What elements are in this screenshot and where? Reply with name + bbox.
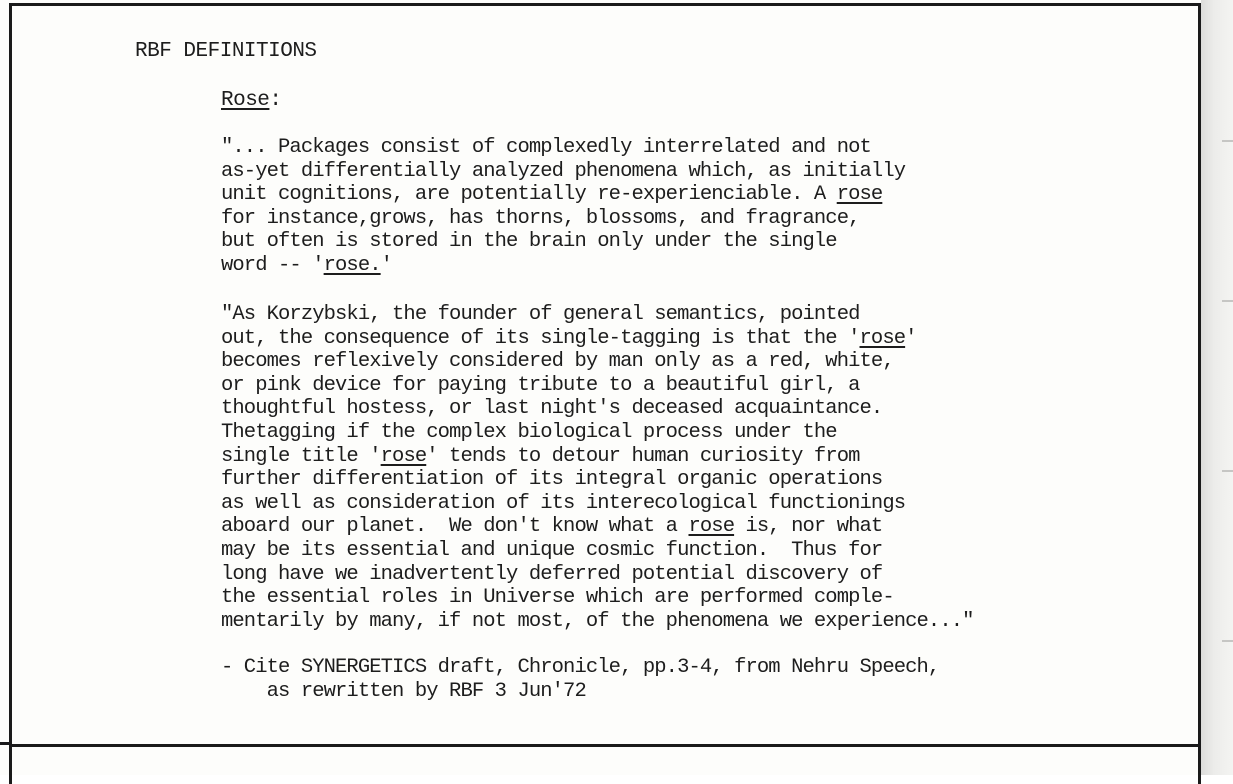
term-title [221, 88, 282, 114]
text-segment: or pink device for paying tribute to a beautiful girl, a [221, 373, 860, 397]
text-segment: "... Packages consist of complexedly interrelated and not [221, 136, 871, 159]
text-segment: the essential roles in Universe which are performed comple- [221, 586, 894, 610]
text-line [221, 397, 974, 421]
text-line [221, 254, 905, 278]
text-segment: long have we inadvertently deferred potential discovery of [221, 562, 883, 586]
underlined-word: rose [859, 326, 906, 350]
text-segment: mentarily by many, if not most, of the phenomena we experience..." [221, 609, 974, 633]
text-line [221, 207, 905, 231]
text-segment: thoughtful hostess, or last night's deceased acquaintance. [221, 397, 883, 421]
text-segment: for instance,grows, has thorns, blossoms, and fragrance, [221, 206, 860, 230]
text-line [221, 421, 974, 445]
strip-mark [1222, 140, 1233, 142]
text-line [221, 183, 905, 207]
underlined-word: rose. [323, 253, 381, 277]
text-segment: may be its essential and unique cosmic function. Thus for [221, 538, 883, 562]
text-segment: becomes reflexively considered by man only as a red, white, [221, 350, 894, 374]
frame-divider [0, 742, 9, 745]
underlined-word: rose [836, 183, 883, 207]
strip-mark [1222, 640, 1233, 642]
document-heading: RBF DEFINITIONS [135, 40, 317, 63]
text-line [221, 468, 974, 492]
citation-line: as rewritten by RBF 3 Jun'72 [221, 679, 586, 703]
strip-mark [1222, 300, 1233, 302]
text-segment: as-yet differentially analyzed phenomena which, as initially [221, 159, 906, 183]
text-segment: word -- ' [221, 253, 324, 277]
text-segment: Thetagging if the complex biological process under the [221, 420, 837, 444]
text-line [221, 539, 974, 563]
text-segment: unit cognitions, are potentially re-experienciable. A [221, 183, 837, 207]
quote-paragraph-2 [221, 303, 974, 633]
citation [221, 656, 939, 703]
next-card-edge [9, 744, 1201, 784]
text-line [221, 230, 905, 254]
citation-line: - Cite SYNERGETICS draft, Chronicle, pp.3-4, from Nehru Speech, [221, 656, 940, 679]
text-line [221, 515, 974, 539]
underlined-word: rose [380, 444, 427, 468]
text-line [221, 327, 974, 351]
text-segment: aboard our planet. We don't know what a [221, 515, 689, 539]
text-segment: but often is stored in the brain only under the single [221, 230, 837, 254]
text-segment: further differentiation of its integral organic operations [221, 468, 883, 492]
text-line [221, 610, 974, 634]
text-line [221, 374, 974, 398]
term-colon: : [269, 89, 282, 112]
text-segment: ' [905, 326, 917, 350]
text-line [221, 563, 974, 587]
text-line [221, 303, 974, 327]
text-line [221, 586, 974, 610]
strip-mark [1222, 470, 1233, 472]
page-edge-strip [1201, 0, 1233, 775]
underlined-word: rose [688, 515, 735, 539]
text-segment: "As Korzybski, the founder of general semantics, pointed [221, 303, 860, 326]
text-line [221, 492, 974, 516]
text-segment: ' tends to detour human curiosity from [426, 444, 860, 468]
text-line [221, 445, 974, 469]
text-line [221, 350, 974, 374]
text-segment: is, nor what [734, 515, 883, 539]
term-word: Rose [221, 89, 270, 112]
text-segment: ' [380, 253, 393, 277]
text-segment: single title ' [221, 444, 381, 468]
text-line [221, 136, 905, 160]
text-line [221, 160, 905, 184]
quote-paragraph-1 [221, 136, 905, 278]
text-segment: out, the consequence of its single-tagging is that the ' [221, 326, 860, 350]
text-segment: as well as consideration of its interecological functionings [221, 491, 906, 515]
